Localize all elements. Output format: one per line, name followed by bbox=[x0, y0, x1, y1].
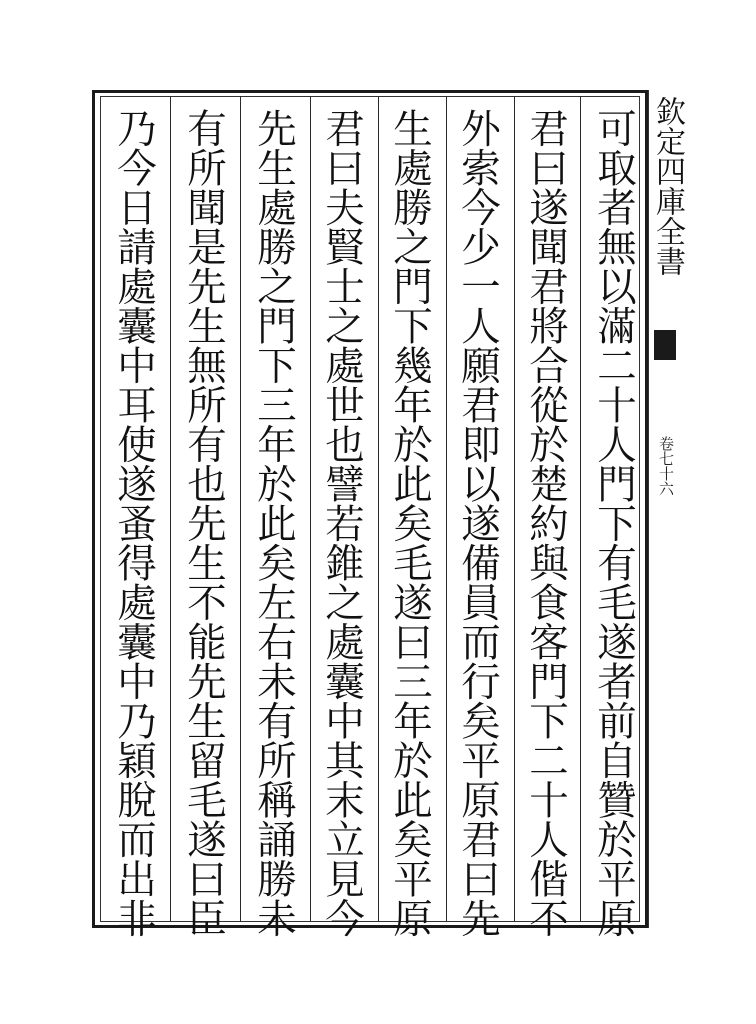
column-rule bbox=[580, 96, 581, 922]
column-rule bbox=[240, 96, 241, 922]
column-rule bbox=[310, 96, 311, 922]
text-column-1: 可取者無以滿二十人門下有毛遂者前自贊於平原 bbox=[591, 108, 637, 938]
column-rule bbox=[446, 96, 447, 922]
column-rule bbox=[378, 96, 379, 922]
text-column-4: 生處勝之門下幾年於此矣毛遂曰三年於此矣平原 bbox=[387, 108, 433, 938]
text-column-8: 乃今日請處囊中耳使遂蚤得處囊中乃穎脫而出非 bbox=[111, 108, 157, 938]
text-column-7: 有所聞是先生無所有也先生不能先生留毛遂曰臣 bbox=[181, 108, 227, 938]
margin-title: 欽定四庫全書 bbox=[650, 96, 685, 276]
text-column-6: 先生處勝之門下三年於此矣左右未有所稱誦勝未 bbox=[251, 108, 297, 938]
text-column-5: 君曰夫賢士之處世也譬若錐之處囊中其末立見今 bbox=[319, 108, 365, 938]
text-column-2: 君曰遂聞君將合從於楚約與食客門下二十人偕不 bbox=[523, 108, 569, 938]
fish-tail-mark bbox=[654, 330, 676, 360]
column-rule bbox=[170, 96, 171, 922]
text-column-3: 外索今少一人願君即以遂備員而行矣平原君曰先 bbox=[455, 108, 501, 938]
column-rule bbox=[514, 96, 515, 922]
margin-page-label: 卷七十六 bbox=[657, 436, 675, 496]
